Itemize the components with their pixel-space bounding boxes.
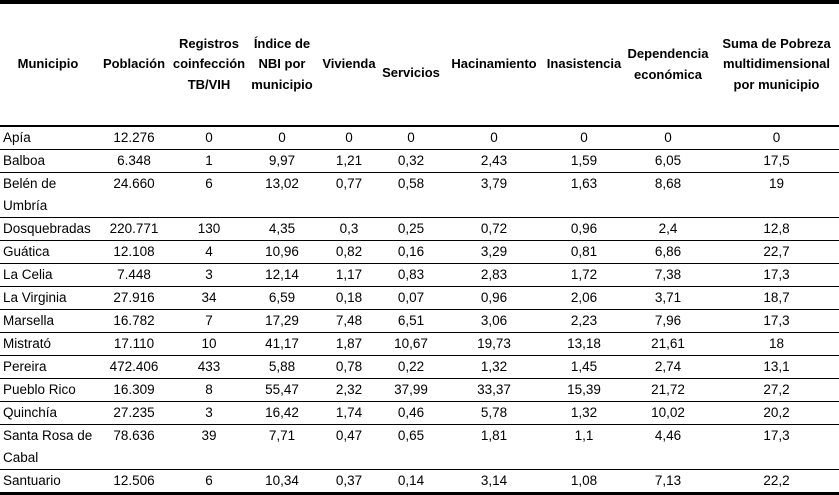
municipality-name-cell: Quinchía xyxy=(3,405,58,420)
column-header-poblacion: Población xyxy=(102,56,166,72)
value-cell: 19 xyxy=(768,176,785,191)
value-cell: 0,46 xyxy=(397,405,425,420)
value-cell: 33,37 xyxy=(477,382,511,397)
value-cell: 0 xyxy=(345,130,353,145)
value-cell: 0,32 xyxy=(397,153,425,168)
value-cell: 7,71 xyxy=(268,428,296,443)
value-cell: 3 xyxy=(205,267,213,282)
value-cell: 17,5 xyxy=(763,153,790,168)
value-cell: 15,39 xyxy=(567,382,601,397)
value-cell: 6 xyxy=(205,473,213,488)
municipality-name-cell: La Virginia xyxy=(3,290,67,305)
value-cell: 1,08 xyxy=(570,473,598,488)
value-cell: 0 xyxy=(490,130,498,145)
value-cell: 12.108 xyxy=(113,244,155,259)
column-header-registros-coinfeccion-tb-vih: Registros coinfección TB/VIH xyxy=(172,36,246,92)
value-cell: 472.406 xyxy=(109,359,159,374)
value-cell: 1,59 xyxy=(570,153,598,168)
value-cell: 16,42 xyxy=(265,405,299,420)
value-cell: 17,3 xyxy=(763,267,790,282)
value-cell: 0 xyxy=(664,130,672,145)
value-cell: 7,13 xyxy=(654,473,682,488)
value-cell: 16.309 xyxy=(113,382,155,397)
value-cell: 1,17 xyxy=(335,267,363,282)
value-cell: 13,02 xyxy=(265,176,299,191)
value-cell: 2,4 xyxy=(658,221,678,236)
value-cell: 3,14 xyxy=(480,473,508,488)
value-cell: 0,78 xyxy=(335,359,363,374)
table-row-santa-rosa-de-cabal xyxy=(0,425,839,470)
value-cell: 0,72 xyxy=(480,221,508,236)
value-cell: 0 xyxy=(580,130,588,145)
value-cell: 21,61 xyxy=(651,336,685,351)
value-cell: 3,71 xyxy=(654,290,682,305)
value-cell: 2,74 xyxy=(654,359,682,374)
value-cell: 433 xyxy=(197,359,221,374)
table-row-marsella xyxy=(0,310,839,333)
value-cell: 17,3 xyxy=(763,313,790,328)
table-row-apia xyxy=(0,126,839,150)
value-cell: 10,34 xyxy=(265,473,299,488)
value-cell: 0,18 xyxy=(335,290,363,305)
header-row xyxy=(0,2,839,126)
value-cell: 3,06 xyxy=(480,313,508,328)
municipality-name-cell: La Celia xyxy=(3,267,53,282)
value-cell: 27,2 xyxy=(763,382,790,397)
value-cell: 27.916 xyxy=(113,290,155,305)
value-cell: 0,96 xyxy=(570,221,598,236)
value-cell: 20,2 xyxy=(763,405,790,420)
table-row-quinchia xyxy=(0,402,839,425)
value-cell: 37,99 xyxy=(394,382,428,397)
value-cell: 10,67 xyxy=(394,336,428,351)
value-cell: 1,81 xyxy=(480,428,508,443)
value-cell: 10 xyxy=(201,336,217,351)
value-cell: 1,32 xyxy=(480,359,508,374)
value-cell: 13,1 xyxy=(763,359,790,374)
value-cell: 5,88 xyxy=(268,359,296,374)
value-cell: 17.110 xyxy=(113,336,155,351)
table-body xyxy=(0,126,839,494)
value-cell: 0,77 xyxy=(335,176,363,191)
value-cell: 12,8 xyxy=(763,221,790,236)
value-cell: 0,83 xyxy=(397,267,425,282)
value-cell: 7.448 xyxy=(117,267,151,282)
table-row-dosquebradas xyxy=(0,218,839,241)
value-cell: 6.348 xyxy=(117,153,151,168)
value-cell: 78.636 xyxy=(113,428,155,443)
value-cell: 8 xyxy=(205,382,213,397)
value-cell: 6,51 xyxy=(397,313,425,328)
value-cell: 12,14 xyxy=(265,267,299,282)
table-row-balboa xyxy=(0,150,839,173)
value-cell: 0,25 xyxy=(397,221,425,236)
table-row-mistrato xyxy=(0,333,839,356)
value-cell: 27.235 xyxy=(113,405,155,420)
value-cell: 21,72 xyxy=(651,382,685,397)
value-cell: 3,79 xyxy=(480,176,508,191)
value-cell: 220.771 xyxy=(109,221,159,236)
value-cell: 0,65 xyxy=(397,428,425,443)
table-row-guatica xyxy=(0,241,839,264)
value-cell: 0,07 xyxy=(397,290,425,305)
municipality-name-cell: Marsella xyxy=(3,313,55,328)
value-cell: 34 xyxy=(201,290,217,305)
municipality-name-cell: Balboa xyxy=(3,153,46,168)
municipality-name-cell: Apía xyxy=(3,130,31,145)
value-cell: 22,7 xyxy=(763,244,790,259)
value-cell: 0 xyxy=(407,130,415,145)
value-cell: 0,22 xyxy=(397,359,425,374)
value-cell: 2,83 xyxy=(480,267,508,282)
value-cell: 7,48 xyxy=(335,313,363,328)
municipality-name-cell: Guática xyxy=(3,244,50,259)
value-cell: 0,37 xyxy=(335,473,363,488)
value-cell: 7 xyxy=(205,313,213,328)
value-cell: 6 xyxy=(205,176,213,191)
value-cell: 1,63 xyxy=(570,176,598,191)
value-cell: 0,58 xyxy=(397,176,425,191)
value-cell: 0,96 xyxy=(480,290,508,305)
value-cell: 7,96 xyxy=(654,313,682,328)
value-cell: 6,05 xyxy=(654,153,682,168)
value-cell: 12.276 xyxy=(113,130,155,145)
value-cell: 3,29 xyxy=(480,244,508,259)
table-row-la-virginia xyxy=(0,287,839,310)
value-cell: 1,1 xyxy=(574,428,594,443)
value-cell: 1,32 xyxy=(570,405,598,420)
value-cell: 0 xyxy=(278,130,286,145)
value-cell: 16.782 xyxy=(113,313,155,328)
value-cell: 7,38 xyxy=(654,267,682,282)
value-cell: 130 xyxy=(197,221,221,236)
municipality-name-cell: Belén de Umbría xyxy=(3,176,57,213)
value-cell: 1 xyxy=(205,153,213,168)
value-cell: 4,46 xyxy=(654,428,682,443)
column-header-servicios: Servicios xyxy=(382,65,440,81)
value-cell: 0,3 xyxy=(339,221,359,236)
value-cell: 1,87 xyxy=(335,336,363,351)
value-cell: 4,35 xyxy=(268,221,296,236)
table-row-la-celia xyxy=(0,264,839,287)
value-cell: 4 xyxy=(205,244,213,259)
municipality-name-cell: Santuario xyxy=(3,473,61,488)
value-cell: 55,47 xyxy=(265,382,299,397)
column-header-vivienda: Vivienda xyxy=(322,56,376,72)
table-row-belen-de-umbria xyxy=(0,173,839,218)
municipality-name-cell: Pereira xyxy=(3,359,47,374)
municipality-name-cell: Santa Rosa de Cabal xyxy=(3,428,93,465)
value-cell: 2,43 xyxy=(480,153,508,168)
column-header-inasistencia: Inasistencia xyxy=(546,56,622,72)
value-cell: 13,18 xyxy=(567,336,601,351)
column-header-dependencia-economica: Dependencia económica xyxy=(627,46,709,82)
value-cell: 1,72 xyxy=(570,267,598,282)
value-cell: 17,29 xyxy=(265,313,299,328)
value-cell: 9,97 xyxy=(268,153,296,168)
value-cell: 8,68 xyxy=(654,176,682,191)
value-cell: 22,2 xyxy=(763,473,790,488)
value-cell: 39 xyxy=(201,428,217,443)
value-cell: 0,81 xyxy=(570,244,598,259)
column-header-indice-de-nbi-por-municipio: Índice de NBI por municipio xyxy=(251,36,313,92)
value-cell: 1,21 xyxy=(335,153,363,168)
value-cell: 10,96 xyxy=(265,244,299,259)
value-cell: 41,17 xyxy=(265,336,299,351)
value-cell: 1,74 xyxy=(335,405,363,420)
table-row-pereira xyxy=(0,356,839,379)
table-row-pueblo-rico xyxy=(0,379,839,402)
value-cell: 18,7 xyxy=(763,290,790,305)
column-header-municipio: Municipio xyxy=(17,56,79,72)
column-header-hacinamiento: Hacinamiento xyxy=(451,56,537,72)
municipality-name-cell: Dosquebradas xyxy=(3,221,91,236)
municipality-name-cell: Mistrató xyxy=(3,336,52,351)
value-cell: 5,78 xyxy=(480,405,508,420)
value-cell: 19,73 xyxy=(477,336,511,351)
value-cell: 2,32 xyxy=(335,382,363,397)
value-cell: 0,47 xyxy=(335,428,363,443)
value-cell: 12.506 xyxy=(113,473,155,488)
value-cell: 6,59 xyxy=(268,290,296,305)
value-cell: 18 xyxy=(768,336,785,351)
column-header-suma-de-pobreza-multidimensional-por-municipio: Suma de Pobreza multidimensional por municipio xyxy=(722,36,831,92)
value-cell: 0 xyxy=(772,130,781,145)
value-cell: 24.660 xyxy=(113,176,155,191)
value-cell: 0,16 xyxy=(397,244,425,259)
value-cell: 1,45 xyxy=(570,359,598,374)
value-cell: 10,02 xyxy=(651,405,685,420)
value-cell: 0,82 xyxy=(335,244,363,259)
value-cell: 17,3 xyxy=(763,428,790,443)
value-cell: 2,06 xyxy=(570,290,598,305)
value-cell: 0,14 xyxy=(397,473,425,488)
municipality-name-cell: Pueblo Rico xyxy=(3,382,76,397)
value-cell: 2,23 xyxy=(570,313,598,328)
value-cell: 3 xyxy=(205,405,213,420)
value-cell: 0 xyxy=(205,130,213,145)
value-cell: 6,86 xyxy=(654,244,682,259)
